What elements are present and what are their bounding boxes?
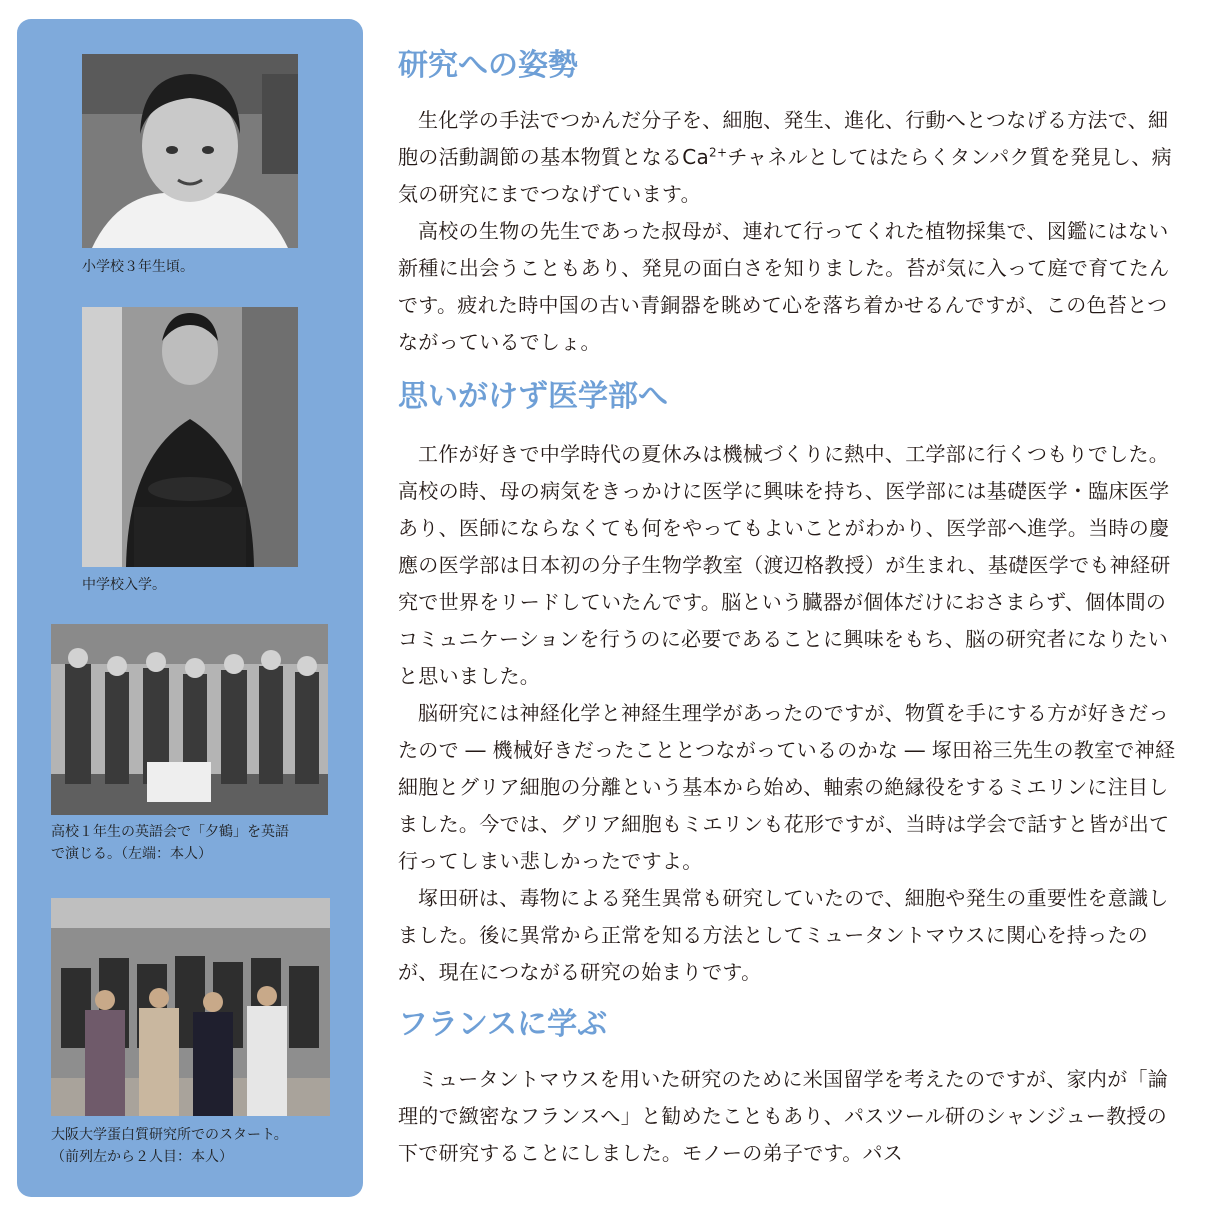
- section-heading: フランスに学ぶ: [398, 1007, 608, 1042]
- photo-junior-high-entrance: [82, 307, 298, 567]
- photo-elementary-school: [82, 54, 298, 248]
- section-heading: 思いがけず医学部へ: [398, 379, 668, 414]
- photo-high-school-play: [51, 624, 328, 815]
- paragraph: 塚田研は、毒物による発生異常も研究していたので、細胞や発生の重要性を意識しました。後に異常から正常を知る方法としてミュータントマウスに関心を持ったのが、現在につながる研究の始まりです。: [398, 886, 1169, 984]
- paragraph: 工作が好きで中学時代の夏休みは機械づくりに熱中、工学部に行くつもりでした。高校の時、母の病気をきっかけに医学に興味を持ち、医学部には基礎医学・臨床医学あり、医師にならなくても何をやってもよいことがわかり、医学部へ進学。当時の慶應の医学部は日本初の分子生物学教室（渡辺格教授）が生まれ、基礎医学でも神経研究で世界をリードしていたんです。脳という臓器が個体だけにおさまらず、個体間のコミュニケーションを行うのに必要であることに興味をもち、脳の研究者になりたいと思いました。: [398, 442, 1171, 688]
- photo-osaka-university-group: [51, 898, 330, 1116]
- photo-caption: 小学校３年生頃。: [82, 259, 194, 275]
- article-body: [398, 44, 1178, 1172]
- photo-caption: 高校１年生の英語会で「夕鶴」を英語 で演じる。（左端：本人）: [51, 824, 289, 862]
- photo-caption: 中学校入学。: [82, 577, 166, 593]
- paragraph: 脳研究には神経化学と神経生理学があったのですが、物質を手にする方が好きだったので ― 機械好きだったこととつながっているのかな ― 塚田裕三先生の教室で神経細胞とグリア細胞の分離という基本から始め、軸索の絶縁役をするミエリンに注目しました。今では、グリア細胞もミエリンも花形ですが、当時は学会で話すと皆が出て行ってしまい悲しかったですよ。: [398, 701, 1176, 873]
- paragraph: ミュータントマウスを用いた研究のために米国留学を考えたのですが、家内が「論理的で緻密なフランスへ」と勧めたこともあり、パスツール研のシャンジュー教授の下で研究することにしました。モノーの弟子です。パス: [398, 1067, 1169, 1165]
- photo-caption: 大阪大学蛋白質研究所でのスタート。 （前列左から２人目：本人）: [51, 1127, 288, 1165]
- paragraph: 生化学の手法でつかんだ分子を、細胞、発生、進化、行動へとつなげる方法で、細胞の活動調節の基本物質となる$Ca^{2+}$チャネルとしてはたらくタンパク質を発見し、病気の研究にまでつなげています。: [398, 108, 1172, 206]
- paragraph: 高校の生物の先生であった叔母が、連れて行ってくれた植物採集で、図鑑にはない新種に出会うこともあり、発見の面白さを知りました。苔が気に入って庭で育てたんです。疲れた時中国の古い青銅器を眺めて心を落ち着かせるんですが、この色苔とつながっているでしょ。: [398, 219, 1170, 354]
- section-heading: 研究への姿勢: [398, 48, 578, 83]
